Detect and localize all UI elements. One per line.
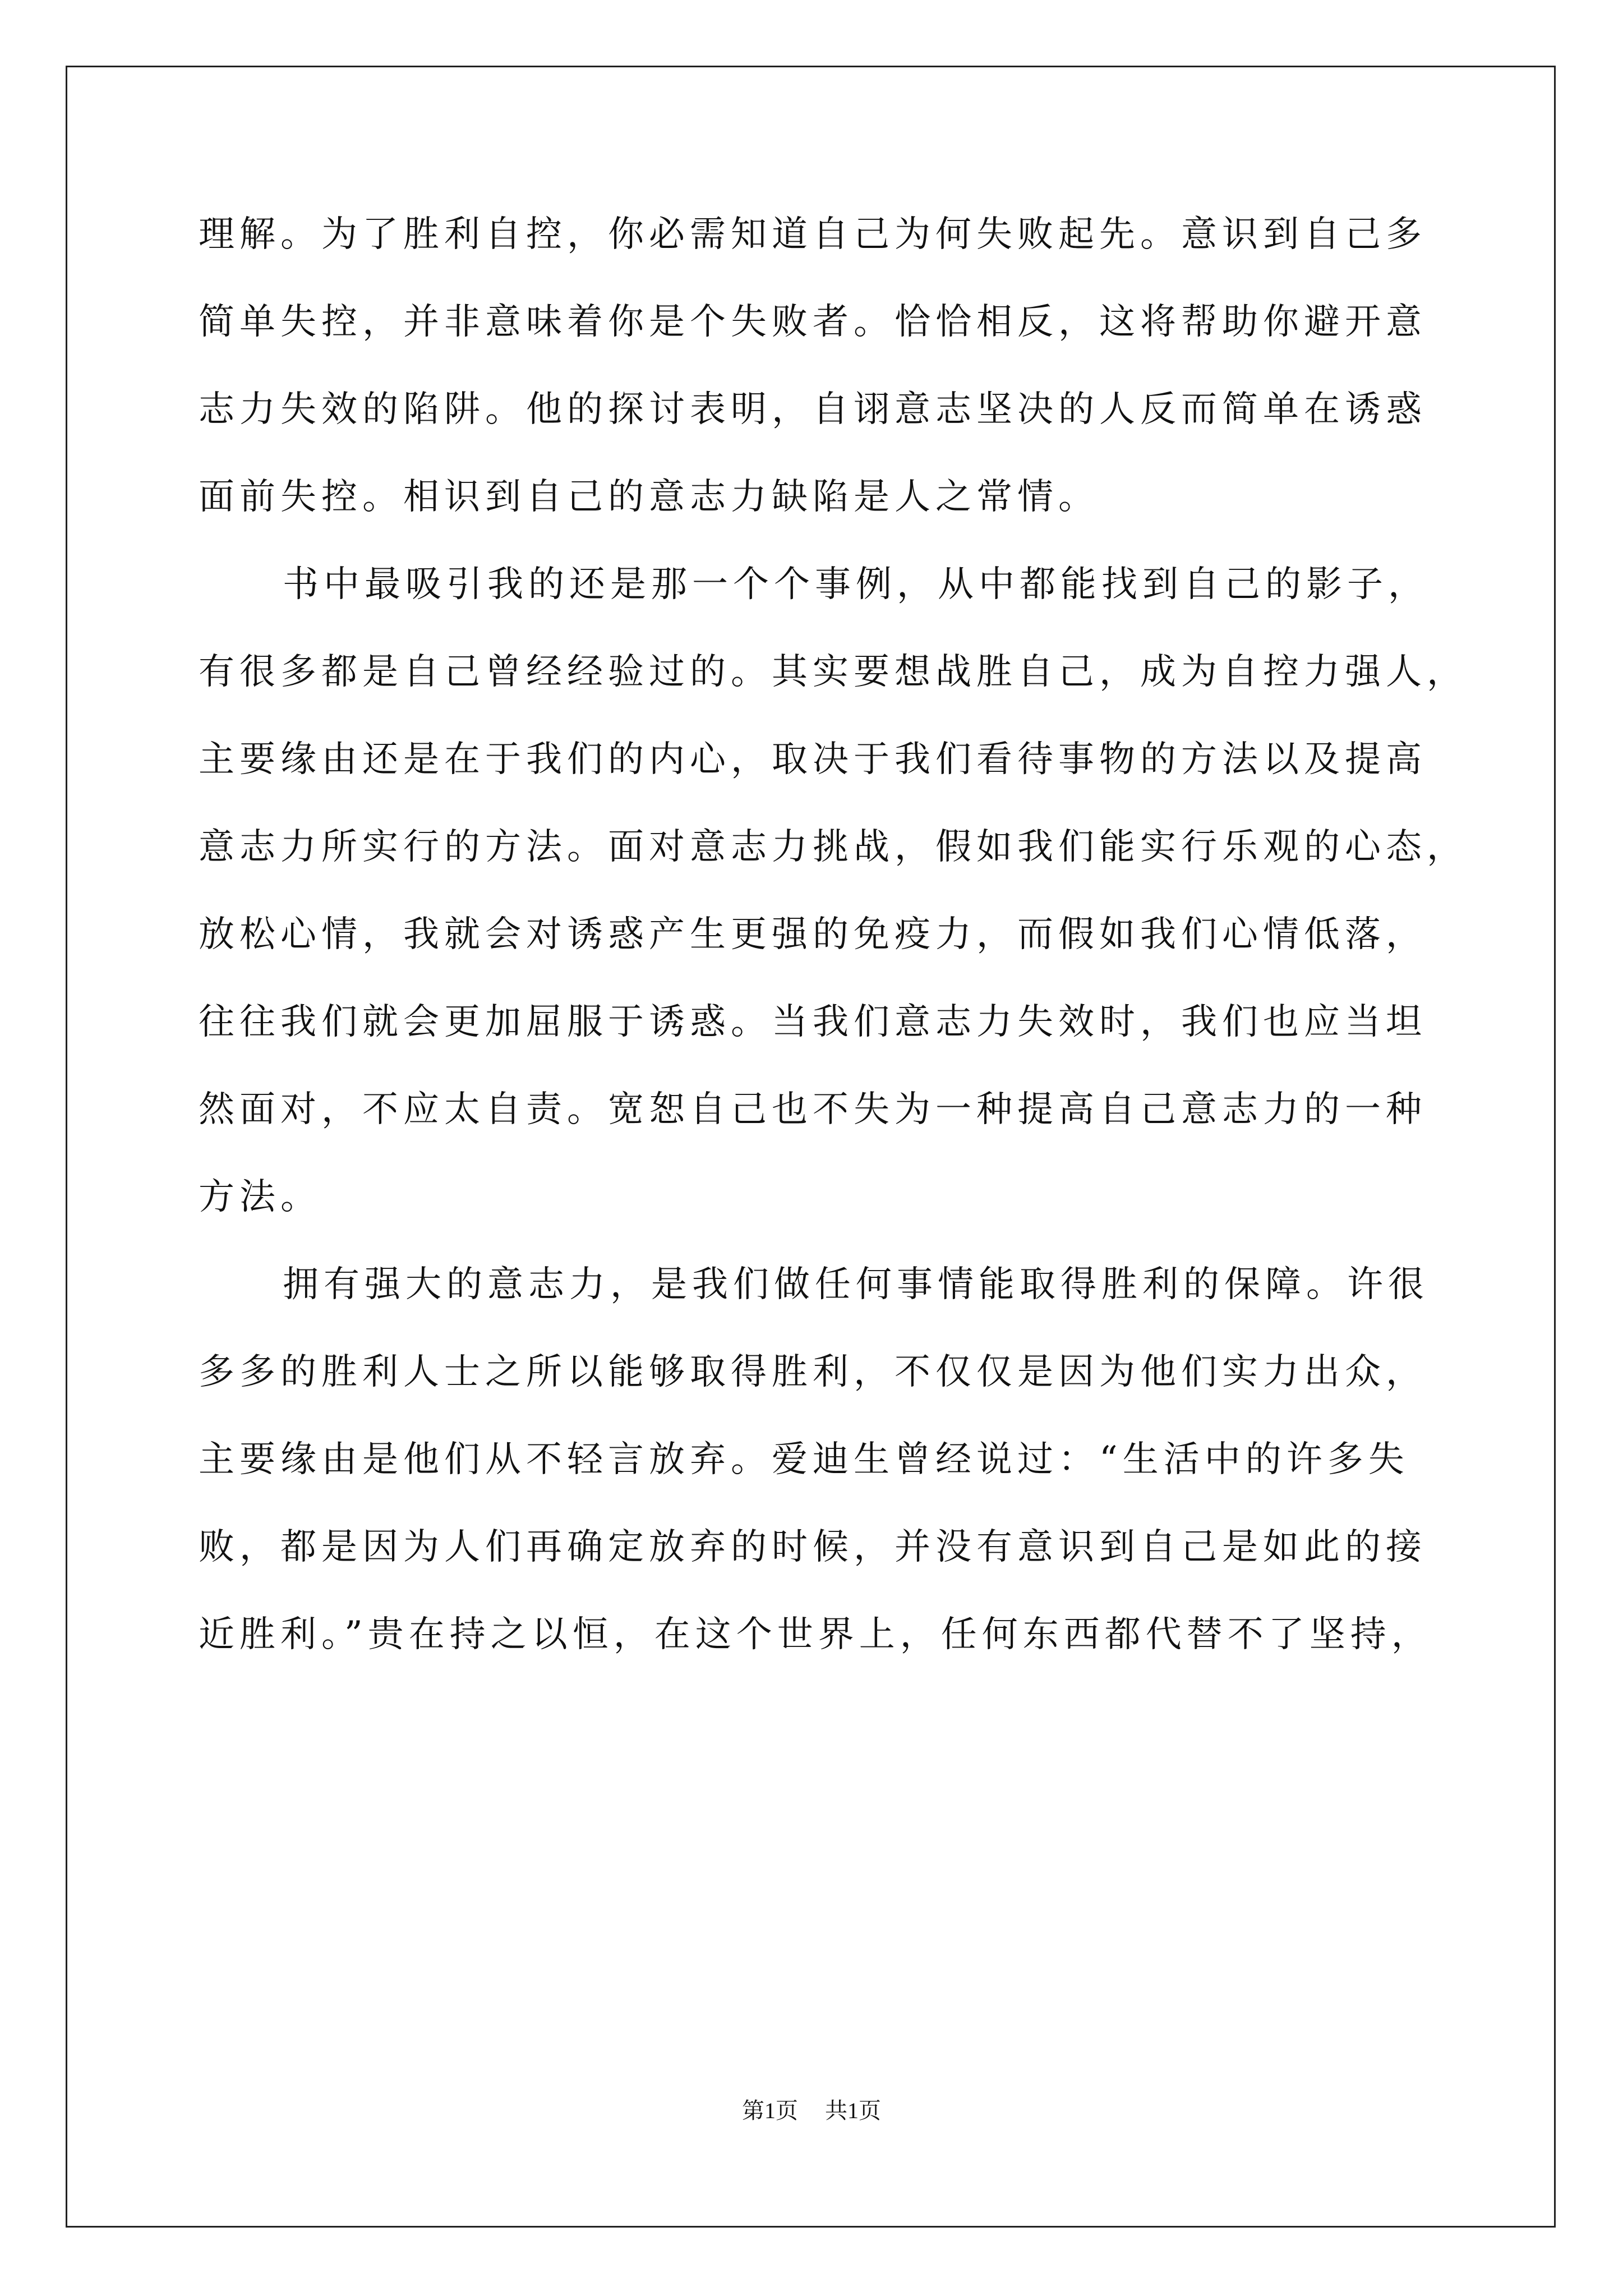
text-line: 志力失效的陷阱。他的探讨表明，自诩意志坚决的人反而简单在诱惑	[199, 389, 1427, 430]
paragraph-first-line: 拥有强大的意志力，是我们做任何事情能取得胜利的保障。许很	[283, 1264, 1429, 1305]
page-footer	[0, 2095, 1623, 2127]
text-line: 简单失控，并非意味着你是个失败者。恰恰相反，这将帮助你避开意	[199, 301, 1427, 343]
document-body	[199, 191, 1468, 1678]
paragraph-first-line: 书中最吸引我的还是那一个个事例，从中都能找到自己的影子，	[283, 564, 1429, 605]
text-line: 方法。	[199, 1176, 321, 1218]
page-total: 共1页	[825, 2098, 881, 2123]
text-line: 近胜利。”贵在持之以恒，在这个世界上，任何东西都代替不了坚持，	[199, 1614, 1432, 1655]
text-line: 放松心情，我就会对诱惑产生更强的免疫力，而假如我们心情低落，	[199, 914, 1427, 955]
text-line: 意志力所实行的方法。面对意志力挑战，假如我们能实行乐观的心态，	[199, 826, 1468, 868]
text-line: 主要缘由是他们从不轻言放弃。爱迪生曾经说过：“生活中的许多失	[199, 1439, 1409, 1480]
text-line: 然面对，不应太自责。宽恕自己也不失为一种提高自己意志力的一种	[199, 1089, 1427, 1130]
text-line: 面前失控。相识到自己的意志力缺陷是人之常情。	[199, 476, 1099, 518]
text-line: 有很多都是自己曾经经验过的。其实要想战胜自己，成为自控力强人，	[199, 651, 1468, 693]
text-line: 往往我们就会更加屈服于诱惑。当我们意志力失效时，我们也应当坦	[199, 1001, 1427, 1043]
page-number: 第1页	[742, 2098, 798, 2123]
text-line: 多多的胜利人士之所以能够取得胜利，不仅仅是因为他们实力出众，	[199, 1351, 1427, 1393]
text-line: 主要缘由还是在于我们的内心，取决于我们看待事物的方法以及提高	[199, 739, 1427, 780]
text-line: 败，都是因为人们再确定放弃的时候，并没有意识到自己是如此的接	[199, 1526, 1427, 1568]
text-line: 理解。为了胜利自控，你必需知道自己为何失败起先。意识到自己多	[199, 214, 1427, 255]
